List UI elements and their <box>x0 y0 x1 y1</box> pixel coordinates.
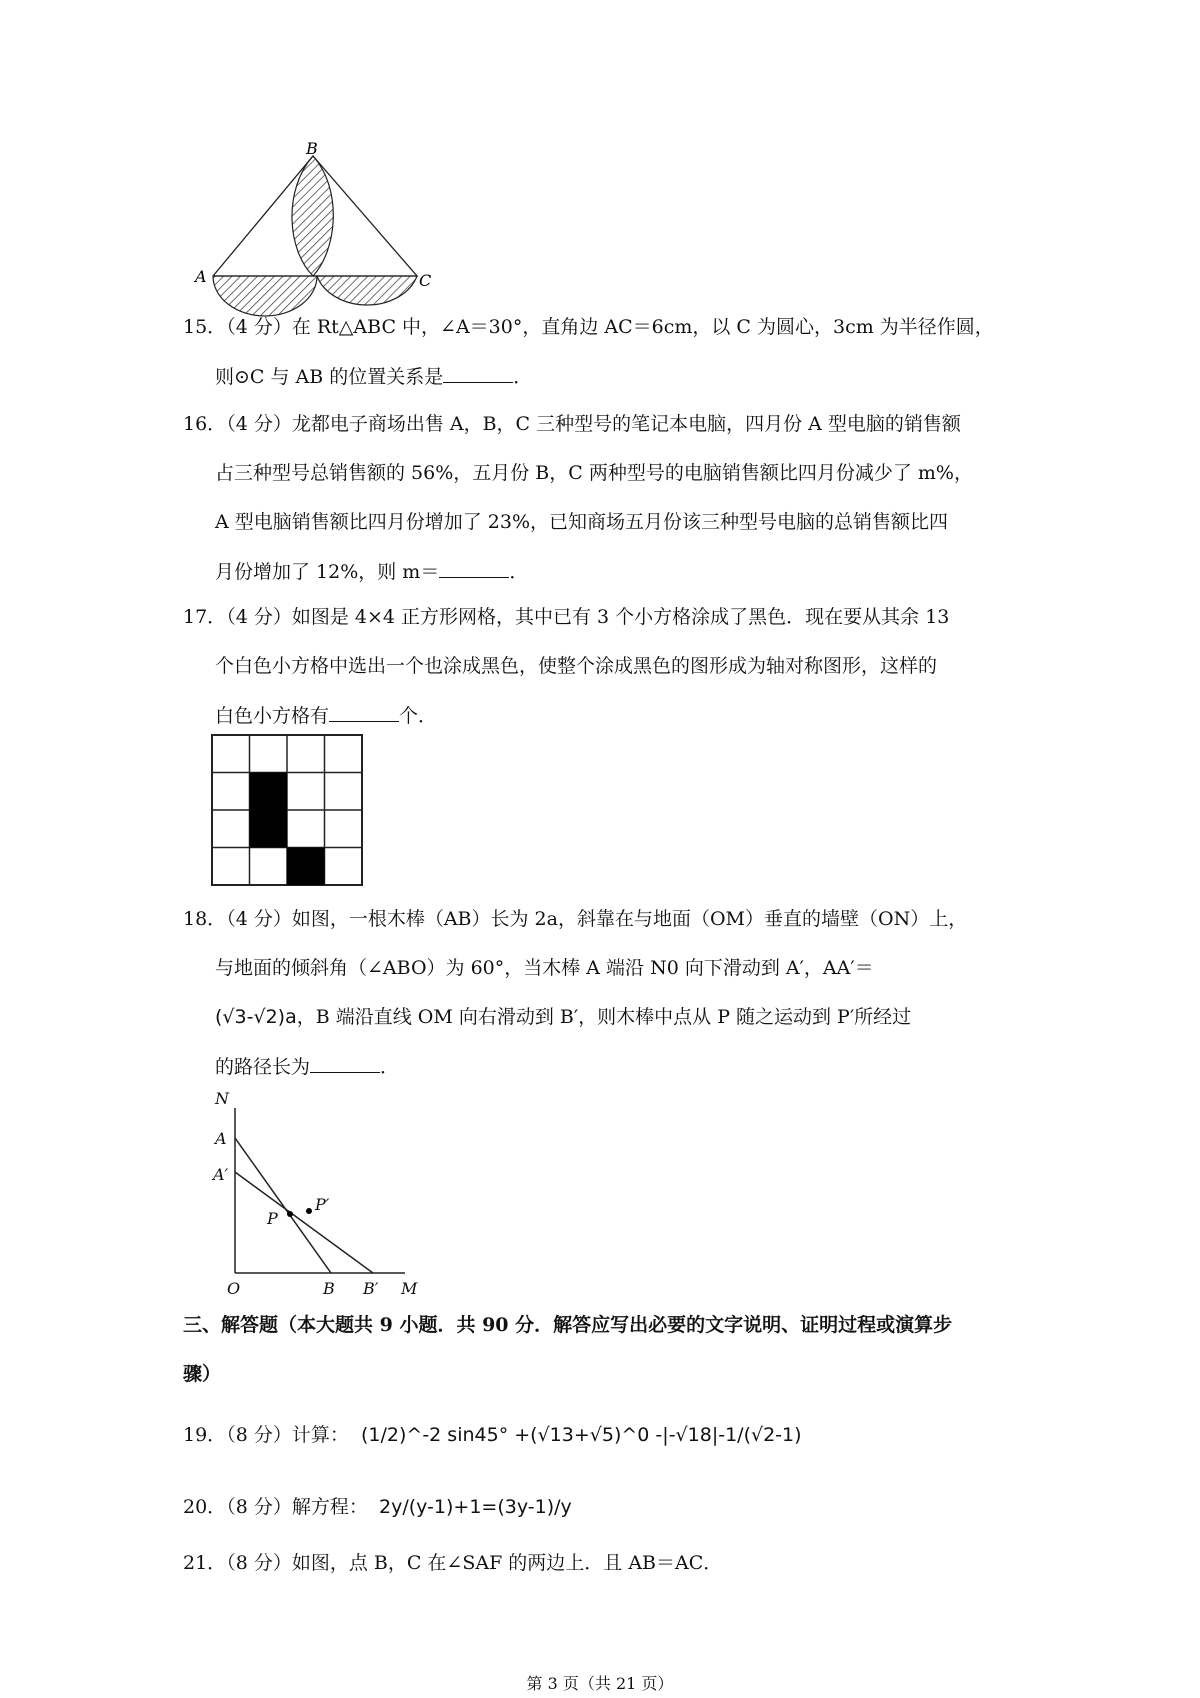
figure-4x4-grid <box>211 734 363 886</box>
formula-aa: (√3-√2)a <box>215 1006 297 1028</box>
rod-a2b2 <box>235 1172 373 1273</box>
shaded-semicircle-left <box>213 276 317 316</box>
point-p2 <box>306 1208 312 1214</box>
label-b: B <box>323 1279 335 1298</box>
label-p-prime: P′ <box>315 1195 330 1214</box>
label-m: M <box>401 1279 418 1298</box>
label-p: P <box>267 1209 278 1228</box>
shaded-semicircle-right <box>317 276 417 305</box>
section-heading: 三、解答题（本大题共 9 小题．共 90 分．解答应写出必要的文字说明、证明过程或演算步 <box>183 1314 953 1336</box>
black-cell <box>287 848 325 886</box>
question-number: 15．（4 分）在 Rt△ABC 中，∠A＝30°，直角边 AC＝6cm，以 C 为圆心，3cm 为半径作圆， <box>183 316 994 338</box>
question-text-line: 16．（4 分）龙都电子商场出售 A，B，C 三种型号的笔记本电脑，四月份 A 型电脑的销售额 <box>183 413 961 435</box>
answer-blank[interactable] <box>439 559 509 578</box>
question-text-line: 月份增加了 12%，则 m＝ ． <box>215 561 529 583</box>
question-text-line: 20．（8 分）解方程： <box>183 1496 368 1518</box>
label-o: O <box>227 1279 241 1298</box>
label-b: B <box>306 139 318 158</box>
question-text-line: 与地面的倾斜角（∠ABO）为 60°，当木棒 A 端沿 N0 向下滑动到 A′，AA′＝ <box>215 957 874 979</box>
question-text-line: A 型电脑销售额比四月份增加了 23%，已知商场五月份该三种型号电脑的总销售额比四 <box>215 511 949 533</box>
label-a: A <box>195 267 207 286</box>
page-footer: 第 3 页（共 21 页） <box>526 1674 674 1693</box>
formula-computation: (1/2)^-2 sin45° +(√13+√5)^0 -|-√18|-1/(√2-1) <box>361 1424 802 1446</box>
question-text-line: 19．（8 分）计算： <box>183 1424 349 1446</box>
point-p <box>287 1211 293 1217</box>
label-a: A <box>215 1129 227 1148</box>
label-c: C <box>419 271 432 290</box>
question-text-line: 则⊙C 与 AB 的位置关系是 ． <box>215 366 533 388</box>
question-text-line: 17．（4 分）如图是 4×4 正方形网格，其中已有 3 个小方格涂成了黑色．现在要从其余 13 <box>183 606 950 628</box>
label-a-prime: A′ <box>213 1165 229 1184</box>
question-text-line: 个白色小方格中选出一个也涂成黑色，使整个涂成黑色的图形成为轴对称图形，这样的 <box>215 655 938 677</box>
answer-blank[interactable] <box>310 1054 380 1073</box>
figure-triangle-semicircles <box>195 139 485 290</box>
question-text-line: 21．（8 分）如图，点 B，C 在∠SAF 的两边上．且 AB＝AC． <box>183 1552 723 1574</box>
section-heading-cont: 骤） <box>183 1363 222 1385</box>
formula-equation: 2y/(y-1)+1=(3y-1)/y <box>379 1496 572 1518</box>
black-cell <box>250 810 288 848</box>
figure-sliding-rod <box>205 1090 435 1300</box>
question-text-line: 的路径长为 ． <box>215 1056 400 1078</box>
label-n: N <box>215 1089 229 1108</box>
question-text-line: (√3-√2)a，B 端沿直线 OM 向右滑动到 B′，则木棒中点从 P 随之运动到 P′所经过 <box>215 1006 912 1028</box>
question-text-line: 18．（4 分）如图，一根木棒（AB）长为 2a，斜靠在与地面（OM）垂直的墙壁（ON）上， <box>183 908 968 930</box>
answer-blank[interactable] <box>443 364 513 383</box>
answer-blank[interactable] <box>329 703 399 722</box>
question-text-line: 占三种型号总销售额的 56%，五月份 B，C 两种型号的电脑销售额比四月份减少了 m%， <box>215 462 973 484</box>
question-text-line: 白色小方格有 个． <box>215 705 438 727</box>
black-cell <box>250 773 288 811</box>
label-b-prime: B′ <box>363 1279 379 1298</box>
